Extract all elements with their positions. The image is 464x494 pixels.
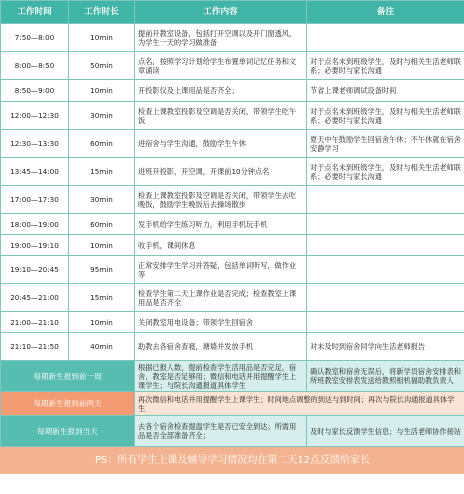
special-label: 每期新生报到当天 xyxy=(1,416,135,447)
ps-note: PS：所有学生上课及辅导学习情况均在第二天12点反馈给家长 xyxy=(1,447,464,474)
header-row xyxy=(1,1,464,24)
special-label: 每期新生报到前一周 xyxy=(1,361,135,392)
table-row xyxy=(1,333,464,361)
cell-note: 对于点名未到班级学生，及时与相关生活老师联系；必要时与家长沟通 xyxy=(307,52,464,80)
cell-duration: 15min xyxy=(69,284,135,312)
cell-duration: 30min xyxy=(69,102,135,130)
cell-content: 进宿舍与学生沟通，鼓励学生午休 xyxy=(135,130,307,158)
cell-duration: 95min xyxy=(69,256,135,284)
cell-note: 对于点名未到班级学生，及时与相关生活老师联系；必要时与家长沟通 xyxy=(307,102,464,130)
header-content: 工作内容 xyxy=(135,1,307,24)
header-note: 备注 xyxy=(307,1,464,24)
cell-duration: 60min xyxy=(69,214,135,235)
cell-note xyxy=(307,24,464,52)
cell-time: 21:00—21:10 xyxy=(1,312,69,333)
cell-time: 17:00—17:30 xyxy=(1,186,69,214)
cell-time: 12:30—13:30 xyxy=(1,130,69,158)
cell-note: 节省上课老师调试设备时间 xyxy=(307,80,464,102)
cell-time: 8:50—9:00 xyxy=(1,80,69,102)
special-row xyxy=(1,416,464,447)
special-row xyxy=(1,392,464,416)
cell-content: 提前开教室设备，包括打开空调以及开门窗透风，为学生一天的学习做准备 xyxy=(135,24,307,52)
cell-time: 21:10—21:50 xyxy=(1,333,69,361)
cell-content: 开投影仪及上课用品是否齐全； xyxy=(135,80,307,102)
cell-note xyxy=(307,256,464,284)
table-row xyxy=(1,235,464,256)
cell-content: 检查上课教室投影及空调是否关闭，带领学生去吃晚饭，鼓励学生晚饭后去操场散步 xyxy=(135,186,307,214)
table-row xyxy=(1,158,464,186)
table-row xyxy=(1,214,464,235)
cell-time: 8:00—8:50 xyxy=(1,52,69,80)
cell-time: 7:50—8:00 xyxy=(1,24,69,52)
cell-time: 18:00—19:00 xyxy=(1,214,69,235)
cell-content: 收手机，课间休息 xyxy=(135,235,307,256)
cell-duration: 60min xyxy=(69,130,135,158)
cell-note: 夏天中午鼓励学生回宿舍午休；不午休就在宿舍安静学习 xyxy=(307,130,464,158)
special-note: 及时与家长反馈学生信息；与生活老师协作接站 xyxy=(307,416,464,447)
cell-note xyxy=(307,186,464,214)
cell-content: 发手机给学生练习听力，利用手机玩手机 xyxy=(135,214,307,235)
cell-duration: 15min xyxy=(69,158,135,186)
cell-time: 12:00—12:30 xyxy=(1,102,69,130)
special-content: 去各个宿舍检查提温学生是否已安全到达；所需用品是否全部准备齐全； xyxy=(135,416,307,447)
cell-content: 进班开投影，开空调，开课前10分钟点名 xyxy=(135,158,307,186)
special-label: 每期新生报到前两天 xyxy=(1,392,135,416)
header-time: 工作时间 xyxy=(1,1,69,24)
special-content: 再次微信和电话并用提醒学生上课学生；时间地点调整的到达与到时间；再次与院长沟通报道具体学生 xyxy=(135,392,464,416)
cell-content: 检查学生第二天上课作业是否完成；检查教室上课用品是否齐全 xyxy=(135,284,307,312)
cell-duration: 50min xyxy=(69,52,135,80)
cell-duration: 10min xyxy=(69,80,135,102)
cell-content: 关闭教室用电设备；带领学生回宿舍 xyxy=(135,312,307,333)
special-note: 确认教室和宿舍无误后，将新学员宿舍安排表和所班教室安排表发送给教照相机福助教负责人 xyxy=(307,361,464,392)
cell-duration: 40min xyxy=(69,333,135,361)
cell-note: 对未及时到宿舍同学向生活老师报告 xyxy=(307,333,464,361)
cell-content: 点名，按照学习计划给学生布置单词记忆任务和文章诵读 xyxy=(135,52,307,80)
cell-duration: 10min xyxy=(69,312,135,333)
cell-duration: 30min xyxy=(69,186,135,214)
header-duration: 工作时长 xyxy=(69,1,135,24)
cell-duration: 10min xyxy=(69,235,135,256)
cell-time: 19:00—19:10 xyxy=(1,235,69,256)
table-row xyxy=(1,312,464,333)
cell-content: 正常安排学生学习并答疑，包括单词听写，做作业等 xyxy=(135,256,307,284)
ps-row xyxy=(1,447,464,474)
table-row xyxy=(1,102,464,130)
cell-note xyxy=(307,214,464,235)
table-row xyxy=(1,256,464,284)
cell-note xyxy=(307,284,464,312)
cell-content: 助教去各宿舍查寝，塘墙并发放手机 xyxy=(135,333,307,361)
cell-content: 检查上课教室投影及空调是否关闭，带领学生吃午饭 xyxy=(135,102,307,130)
table-row xyxy=(1,186,464,214)
cell-note xyxy=(307,235,464,256)
table-row xyxy=(1,24,464,52)
cell-time: 19:10—20:45 xyxy=(1,256,69,284)
cell-note xyxy=(307,312,464,333)
special-content: 根据已报人数，提前检查学生活用品是否完足，宿舍，教室是否足够用；微信和电话并用提醒学生上课学生；与院长沟通报道具体学生 xyxy=(135,361,307,392)
table-row xyxy=(1,80,464,102)
table-row xyxy=(1,52,464,80)
cell-note: 对于点名未到班级学生，及时与相关生活老师联系；必要时与家长沟通 xyxy=(307,158,464,186)
table-row xyxy=(1,284,464,312)
cell-time: 13:45—14:00 xyxy=(1,158,69,186)
cell-time: 20:45—21:00 xyxy=(1,284,69,312)
special-row xyxy=(1,361,464,392)
cell-duration: 10min xyxy=(69,24,135,52)
table-row xyxy=(1,130,464,158)
